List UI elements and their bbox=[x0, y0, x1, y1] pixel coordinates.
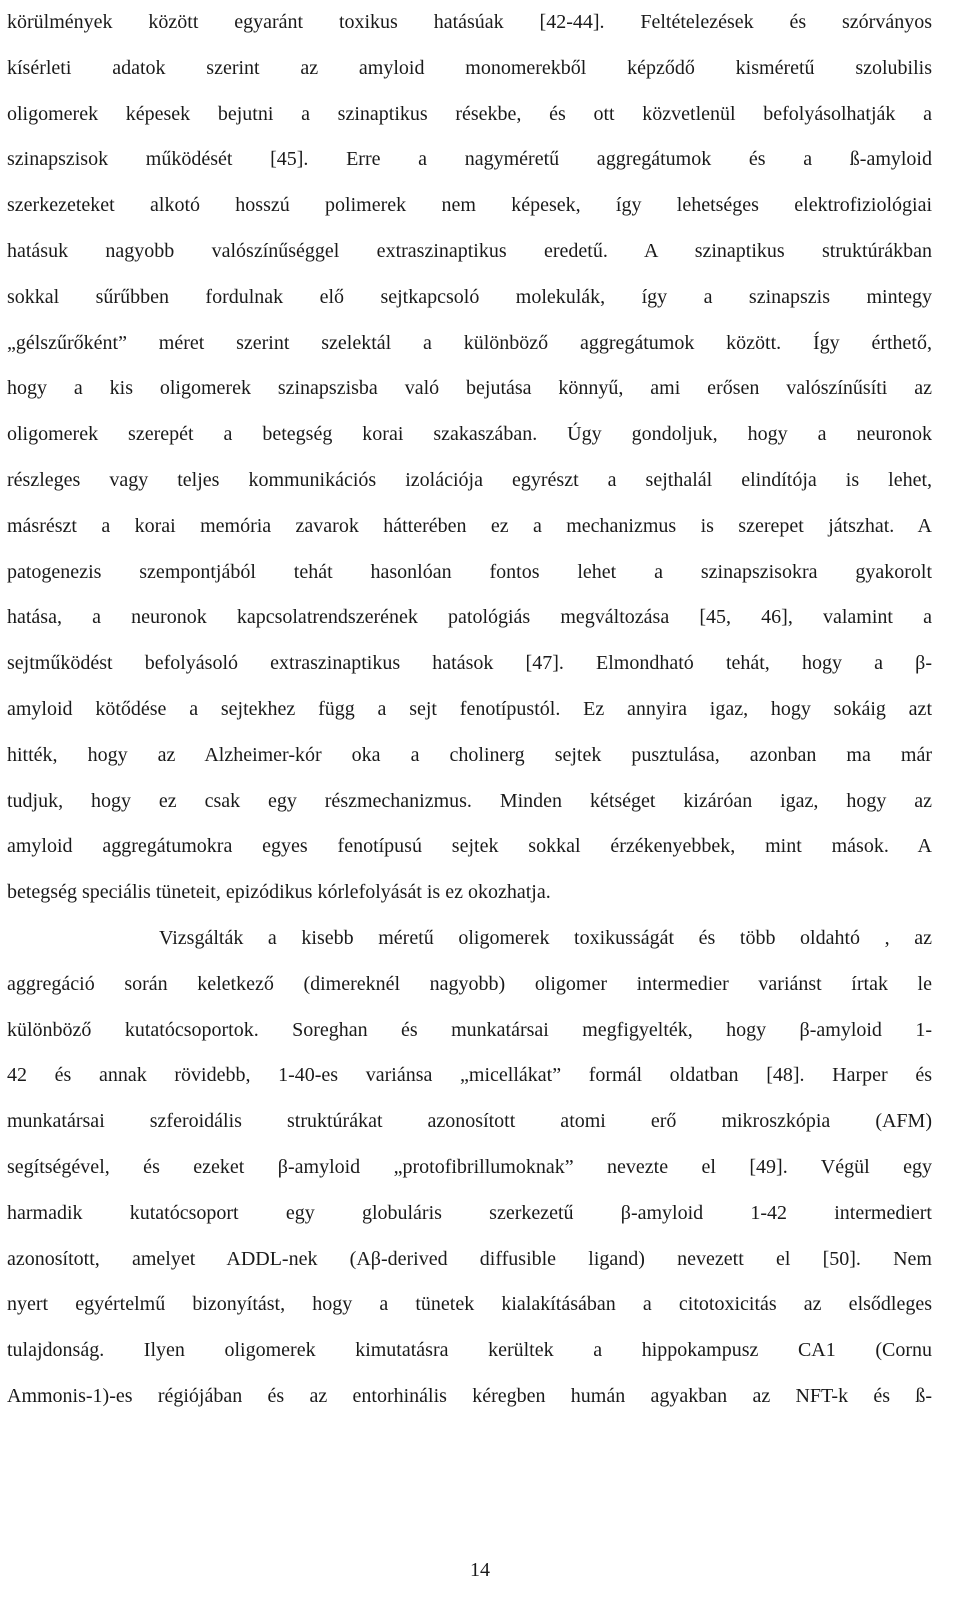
text-line: körülmények között egyaránt toxikus hatásúak [42-44]. Feltételezések és szórványos bbox=[7, 11, 932, 33]
text-line: Ammonis-1)-es régiójában és az entorhinális kéregben humán agyakban az NFT-k és ß- bbox=[7, 1384, 932, 1407]
text-line: hatása, a neuronok kapcsolatrendszerének patológiás megváltozása [45, 46], valamint a bbox=[7, 606, 932, 629]
text-line: segítségével, és ezeket β-amyloid „protofibrillumoknak” nevezte el [49]. Végül egy bbox=[7, 1155, 932, 1178]
text-line: szerkezeteket alkotó hosszú polimerek nem képesek, így lehetséges elektrofiziológiai bbox=[7, 194, 932, 217]
text-line: munkatársai szferoidális struktúrákat azonosított atomi erő mikroszkópia (AFM) bbox=[7, 1110, 932, 1133]
text-line: tudjuk, hogy ez csak egy részmechanizmus. Minden kétséget kizáróan igaz, hogy az bbox=[7, 789, 932, 812]
text-line: kísérleti adatok szerint az amyloid monomerekből képződő kisméretű szolubilis bbox=[7, 56, 932, 79]
text-line: azonosított, amelyet ADDL-nek (Aβ-derived diffusible ligand) nevezett el [50]. Nem bbox=[7, 1247, 932, 1270]
paragraph-1 bbox=[7, 0, 932, 916]
text-line: amyloid kötődése a sejtekhez függ a sejt fenotípustól. Ez annyira igaz, hogy sokáig azt bbox=[7, 697, 932, 720]
text-line: oligomerek képesek bejutni a szinaptikus résekbe, és ott közvetlenül befolyásolhatják a bbox=[7, 102, 932, 125]
text-line: részleges vagy teljes kommunikációs izolációja egyrészt a sejthalál elindítója is lehet, bbox=[7, 468, 932, 491]
text-line: aggregáció során keletkező (dimereknél nagyobb) oligomer intermedier variánst írtak le bbox=[7, 972, 932, 995]
page-number: 14 bbox=[470, 1559, 490, 1581]
text-line: patogenezis szempontjából tehát hasonlóan fontos lehet a szinapszisokra gyakorolt bbox=[7, 560, 932, 583]
text-line: nyert egyértelmű bizonyítást, hogy a tünetek kialakításában a citotoxicitás az elsődleges bbox=[7, 1293, 932, 1316]
text-line: tulajdonság. Ilyen oligomerek kimutatásra kerültek a hippokampusz CA1 (Cornu bbox=[7, 1339, 932, 1362]
text-line: oligomerek szerepét a betegség korai szakaszában. Úgy gondoljuk, hogy a neuronok bbox=[7, 423, 932, 446]
text-line: hogy a kis oligomerek szinapszisba való bejutása könnyű, ami erősen valószínűsíti az bbox=[7, 377, 932, 400]
text-line: Vizsgálták a kisebb méretű oligomerek toxikusságát és több oldahtó , az bbox=[159, 926, 932, 949]
paragraph-2 bbox=[7, 916, 932, 1420]
text-line: szinapszisok működését [45]. Erre a nagyméretű aggregátumok és a ß-amyloid bbox=[7, 148, 932, 171]
text-line: sejtműködést befolyásoló extraszinaptikus hatások [47]. Elmondható tehát, hogy a β- bbox=[7, 652, 932, 675]
document-body bbox=[7, 0, 932, 1420]
text-line: különböző kutatócsoportok. Soreghan és munkatársai megfigyelték, hogy β-amyloid 1- bbox=[7, 1018, 932, 1041]
text-line: betegség speciális tüneteit, epizódikus kórlefolyását is ez okozhatja. bbox=[7, 881, 551, 904]
text-line: sokkal sűrűbben fordulnak elő sejtkapcsoló molekulák, így a szinapszis mintegy bbox=[7, 285, 932, 308]
text-line: amyloid aggregátumokra egyes fenotípusú sejtek sokkal érzékenyebbek, mint mások. A bbox=[7, 835, 932, 858]
text-line: hitték, hogy az Alzheimer-kór oka a cholinerg sejtek pusztulása, azonban ma már bbox=[7, 743, 932, 766]
text-line: harmadik kutatócsoport egy globuláris szerkezetű β-amyloid 1-42 intermediert bbox=[7, 1201, 932, 1224]
text-line: „gélszűrőként” méret szerint szelektál a különböző aggregátumok között. Így érthető, bbox=[7, 331, 932, 354]
text-line: hatásuk nagyobb valószínűséggel extraszinaptikus eredetű. A szinaptikus struktúrákban bbox=[7, 239, 932, 262]
text-line: másrészt a korai memória zavarok hátterében ez a mechanizmus is szerepet játszhat. A bbox=[7, 514, 932, 537]
text-line: 42 és annak rövidebb, 1-40-es variánsa „micellákat” formál oldatban [48]. Harper és bbox=[7, 1064, 932, 1087]
